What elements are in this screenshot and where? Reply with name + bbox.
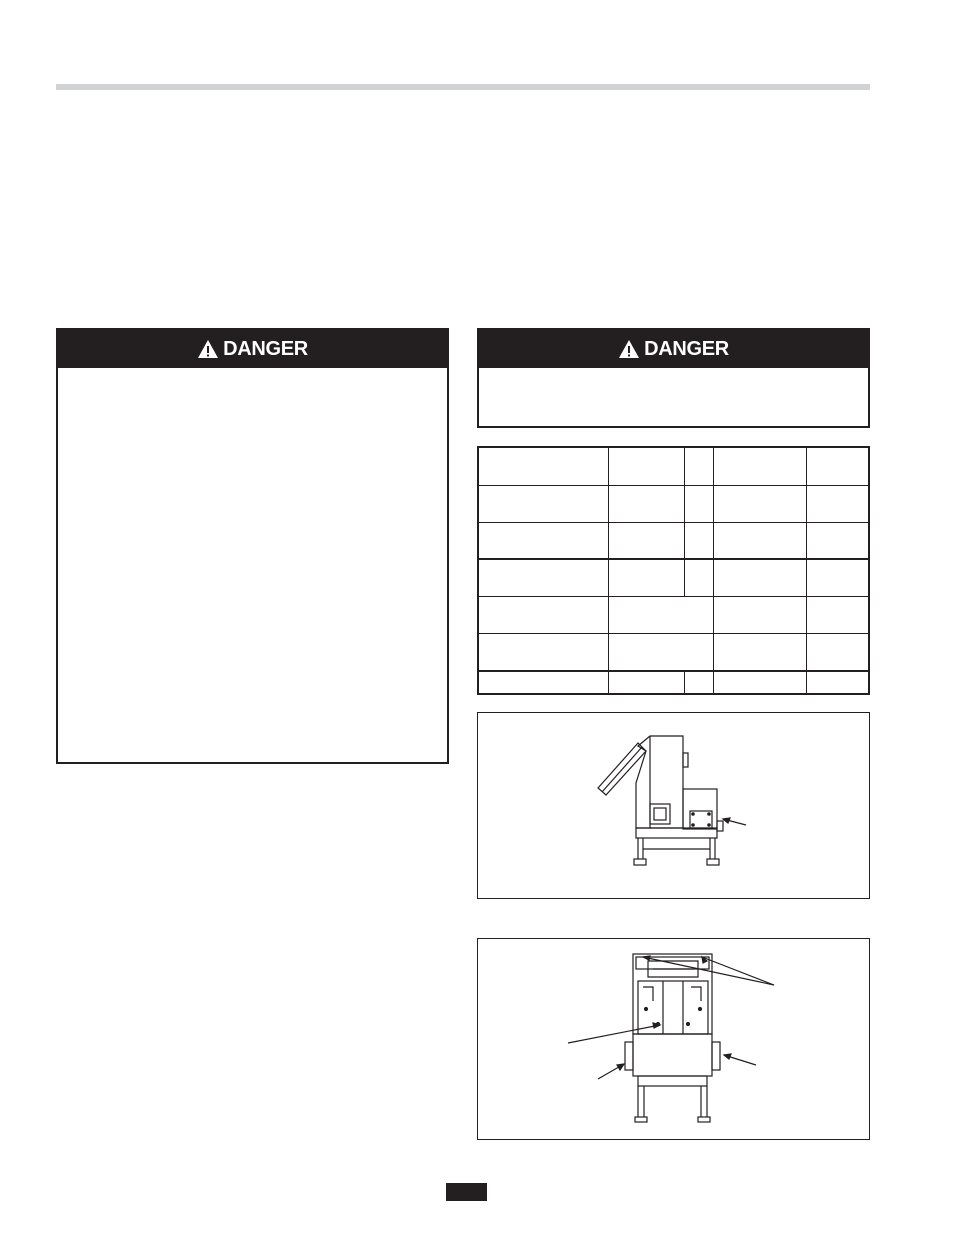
warning-triangle-icon: [618, 339, 640, 359]
table-col-divider: [684, 670, 685, 693]
danger-header: [479, 330, 868, 368]
table-col-divider: [684, 448, 685, 596]
spec-table: [477, 446, 870, 695]
danger-panel-right: [477, 328, 870, 428]
machine-front-drawing: [478, 939, 869, 1139]
danger-title: DANGER: [223, 337, 308, 360]
table-row-divider: [479, 670, 868, 672]
header-rule: [56, 84, 870, 90]
table-col-divider: [608, 448, 609, 693]
danger-header: [58, 330, 447, 368]
danger-title: DANGER: [644, 337, 729, 360]
page-number-tab: [446, 1183, 487, 1201]
table-row-divider: [479, 485, 868, 486]
table-row-divider: [479, 558, 868, 560]
machine-side-drawing: [478, 713, 869, 898]
warning-triangle-icon: [197, 339, 219, 359]
table-col-divider: [806, 448, 807, 693]
danger-panel-left: [56, 328, 449, 764]
table-row-divider: [479, 596, 868, 597]
table-row-divider: [479, 522, 868, 523]
figure-side-view: [477, 712, 870, 899]
table-row-divider: [479, 633, 868, 634]
figure-front-view: [477, 938, 870, 1140]
table-col-divider: [713, 448, 714, 693]
